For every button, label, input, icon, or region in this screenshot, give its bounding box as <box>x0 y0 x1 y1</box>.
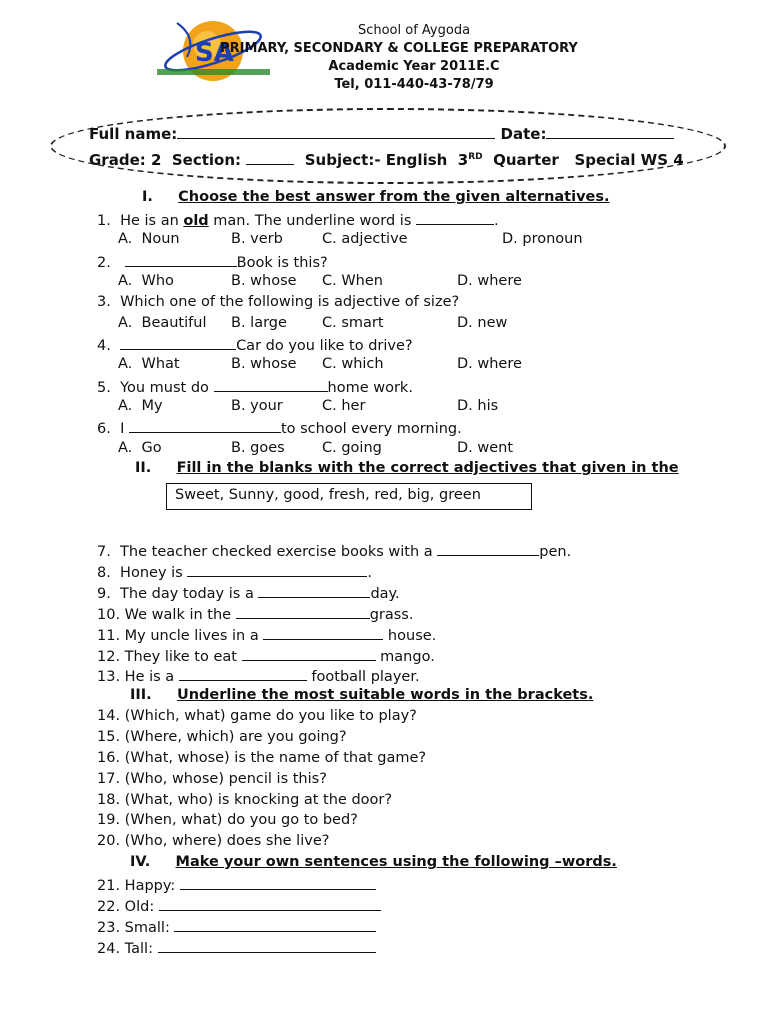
option-3a[interactable]: A. Beautiful <box>118 315 207 331</box>
student-info-oval <box>50 108 726 184</box>
answer-blank[interactable] <box>120 335 236 350</box>
academic-year: Academic Year 2011E.C <box>328 59 500 74</box>
option-6d[interactable]: D. went <box>457 440 514 456</box>
option-4b[interactable]: B. whose <box>231 356 297 372</box>
option-1b[interactable]: B. verb <box>231 231 283 247</box>
answer-blank[interactable] <box>258 583 370 598</box>
option-6a[interactable]: A. Go <box>118 440 162 456</box>
option-3d[interactable]: D. new <box>457 315 508 331</box>
option-6c[interactable]: C. going <box>322 440 382 456</box>
answer-blank[interactable] <box>159 896 381 911</box>
answer-blank[interactable] <box>187 562 367 577</box>
option-5c[interactable]: C. her <box>322 398 366 414</box>
option-1c[interactable]: C. adjective <box>322 231 408 247</box>
option-2b[interactable]: B. whose <box>231 273 297 289</box>
school-subtitle: PRIMARY, SECONDARY & COLLEGE PREPARATORY <box>220 41 578 56</box>
option-4d[interactable]: D. where <box>457 356 522 372</box>
answer-blank[interactable] <box>236 604 370 619</box>
option-3c[interactable]: C. smart <box>322 315 384 331</box>
option-3b[interactable]: B. large <box>231 315 287 331</box>
underline-question-16: 16. (What, whose) is the name of that game? <box>97 750 427 766</box>
grade-row: Grade: 2 Section: Subject:- English 3RD Quarter Special WS 4 <box>89 151 684 169</box>
underline-question-18: 18. (What, who) is knocking at the door? <box>97 792 393 808</box>
sentence-question-24: 24. Tall: <box>97 938 376 957</box>
underline-question-20: 20. (Who, where) does she live? <box>97 833 330 849</box>
sentence-question-21: 21. Happy: <box>97 875 376 894</box>
fill-question-10: 10. We walk in the grass. <box>97 604 413 623</box>
section-2-heading: II. Fill in the blanks with the correct adjectives that given in the <box>135 460 679 476</box>
option-5d[interactable]: D. his <box>457 398 499 414</box>
school-tel: Tel, 011-440-43-78/79 <box>334 77 494 92</box>
option-5b[interactable]: B. your <box>231 398 283 414</box>
answer-blank[interactable] <box>129 418 281 433</box>
word-box: Sweet, Sunny, good, fresh, red, big, green <box>166 483 532 510</box>
answer-blank[interactable] <box>263 625 383 640</box>
question-5: 5. You must do home work. <box>97 377 413 396</box>
answer-blank[interactable] <box>158 938 376 953</box>
option-2a[interactable]: A. Who <box>118 273 174 289</box>
underline-question-15: 15. (Where, which) are you going? <box>97 729 347 745</box>
logo-text: SA <box>195 38 234 68</box>
underline-question-19: 19. (When, what) do you go to bed? <box>97 812 358 828</box>
underline-question-14: 14. (Which, what) game do you like to play? <box>97 708 417 724</box>
answer-blank[interactable] <box>179 666 307 681</box>
option-5a[interactable]: A. My <box>118 398 163 414</box>
answer-blank[interactable] <box>242 646 376 661</box>
section-3-heading: III. Underline the most suitable words in the brackets. <box>130 687 594 703</box>
answer-blank[interactable] <box>437 541 539 556</box>
option-4a[interactable]: A. What <box>118 356 180 372</box>
answer-blank[interactable] <box>174 917 376 932</box>
fill-question-9: 9. The day today is a day. <box>97 583 400 602</box>
full-name-blank[interactable] <box>177 124 495 139</box>
school-name: School of Aygoda <box>357 23 471 38</box>
fill-question-11: 11. My uncle lives in a house. <box>97 625 436 644</box>
fill-question-8: 8. Honey is . <box>97 562 372 581</box>
answer-blank[interactable] <box>214 377 328 392</box>
fill-question-13: 13. He is a football player. <box>97 666 420 685</box>
section-4-heading: IV. Make your own sentences using the following –words. <box>130 854 617 870</box>
question-3: 3. Which one of the following is adjective of size? <box>97 294 460 310</box>
sentence-question-23: 23. Small: <box>97 917 376 936</box>
answer-blank[interactable] <box>416 210 494 225</box>
answer-blank[interactable] <box>125 252 237 267</box>
question-6: 6. I to school every morning. <box>97 418 462 437</box>
option-2c[interactable]: C. When <box>322 273 383 289</box>
option-4c[interactable]: C. which <box>322 356 384 372</box>
question-2: 2. Book is this? <box>97 252 328 271</box>
fill-question-12: 12. They like to eat mango. <box>97 646 435 665</box>
date-blank[interactable] <box>546 124 674 139</box>
fill-question-7: 7. The teacher checked exercise books with a pen. <box>97 541 571 560</box>
question-1: 1. He is an old man. The underline word is . <box>97 210 499 229</box>
option-2d[interactable]: D. where <box>457 273 522 289</box>
full-name-row: Full name: Date: <box>89 124 674 143</box>
sentence-question-22: 22. Old: <box>97 896 381 915</box>
option-6b[interactable]: B. goes <box>231 440 285 456</box>
underline-question-17: 17. (Who, whose) pencil is this? <box>97 771 327 787</box>
question-4: 4. Car do you like to drive? <box>97 335 413 354</box>
answer-blank[interactable] <box>180 875 376 890</box>
option-1a[interactable]: A. Noun <box>118 231 180 247</box>
section-1-heading: I. Choose the best answer from the given alternatives. <box>142 189 610 205</box>
option-1d[interactable]: D. pronoun <box>502 231 583 247</box>
section-blank[interactable] <box>246 150 294 165</box>
